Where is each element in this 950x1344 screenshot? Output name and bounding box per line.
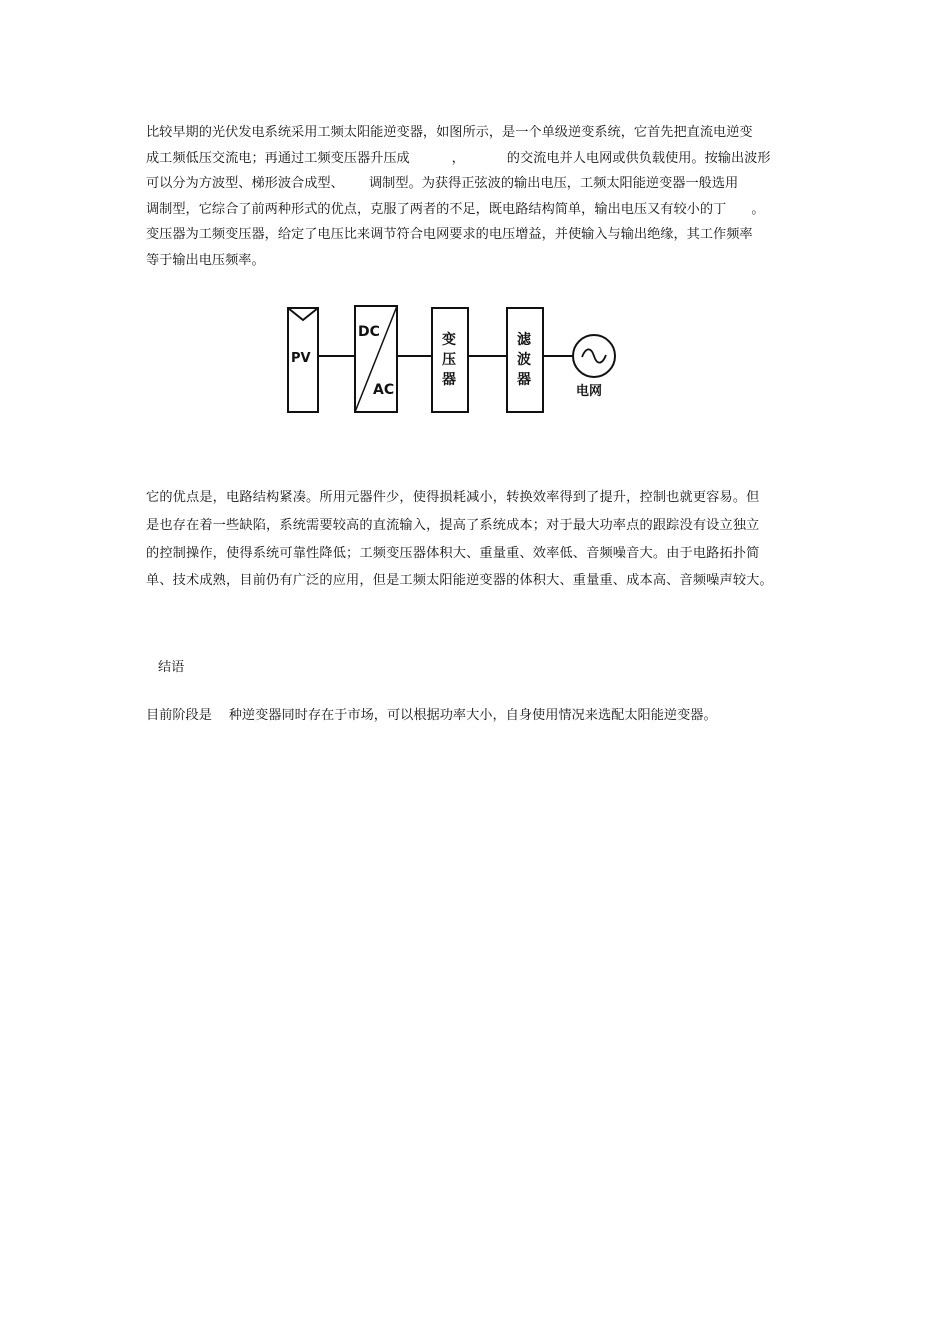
filter-label-char: 波 <box>517 352 531 368</box>
paragraph-line: 是也存在着一些缺陷，系统需要较高的直流输入，提高了系统成本；对于最大功率点的跟踪没有设立独立 <box>146 517 760 533</box>
filter-label-char: 滤 <box>517 332 531 348</box>
paragraph-line: 等于输出电压频率。 <box>146 252 265 268</box>
paragraph-line: 成工频低压交流电；再通过工频变压器升压成 ， 的交流电并人电网或供负载使用。按输出波形 <box>146 150 771 166</box>
inverter-block-diagram <box>283 300 623 420</box>
paragraph-advantages <box>146 484 810 595</box>
transformer-label-char: 压 <box>442 352 456 368</box>
paragraph-line: 调制型，它综合了前两种形式的优点，克服了两者的不足，既电路结构简单，输出电压又有较小的丁 。 <box>146 201 765 217</box>
filter-label-char: 器 <box>517 372 531 388</box>
dc-label: DC <box>358 324 380 340</box>
section-heading: 结语 <box>158 660 185 675</box>
pv-label: PV <box>291 351 311 366</box>
sine-wave-icon <box>582 349 606 362</box>
grid-label: 电网 <box>576 384 603 399</box>
paragraph-line: 可以分为方波型、梯形波合成型、 调制型。为获得正弦波的输出电压，工频太阳能逆变器一般选用 <box>146 176 739 192</box>
paragraph-conclusion <box>146 704 810 728</box>
ac-label: AC <box>373 382 395 398</box>
pv-panel-symbol <box>288 308 318 320</box>
transformer-label-char: 器 <box>442 372 456 388</box>
paragraph-intro <box>146 120 810 274</box>
paragraph-line: 单、技术成熟，目前仍有广泛的应用，但是工频太阳能逆变器的体积大、重量重、成本高、音频噪声较大。 <box>146 573 773 589</box>
paragraph-line: 它的优点是，电路结构紧凑。所用元器件少，使得损耗减小，转换效率得到了提升，控制也就更容易。但 <box>146 490 760 505</box>
paragraph-line: 比较早期的光伏发电系统采用工频太阳能逆变器，如图所示，是一个单级逆变系统，它首先把直流电逆变 <box>146 125 753 140</box>
paragraph-line: 目前阶段是 种逆变器同时存在于市场，可以根据功率大小，自身使用情况来选配太阳能逆变器。 <box>146 708 717 723</box>
paragraph-line: 的控制操作，使得系统可靠性降低；工频变压器体积大、重量重、效率低、音频噪音大。由于电路拓扑简 <box>146 545 760 561</box>
transformer-label-char: 变 <box>442 332 456 348</box>
paragraph-line: 变压器为工频变压器，给定了电压比来调节符合电网要求的电压增益，并使输入与输出绝缘，其工作频率 <box>146 227 753 243</box>
